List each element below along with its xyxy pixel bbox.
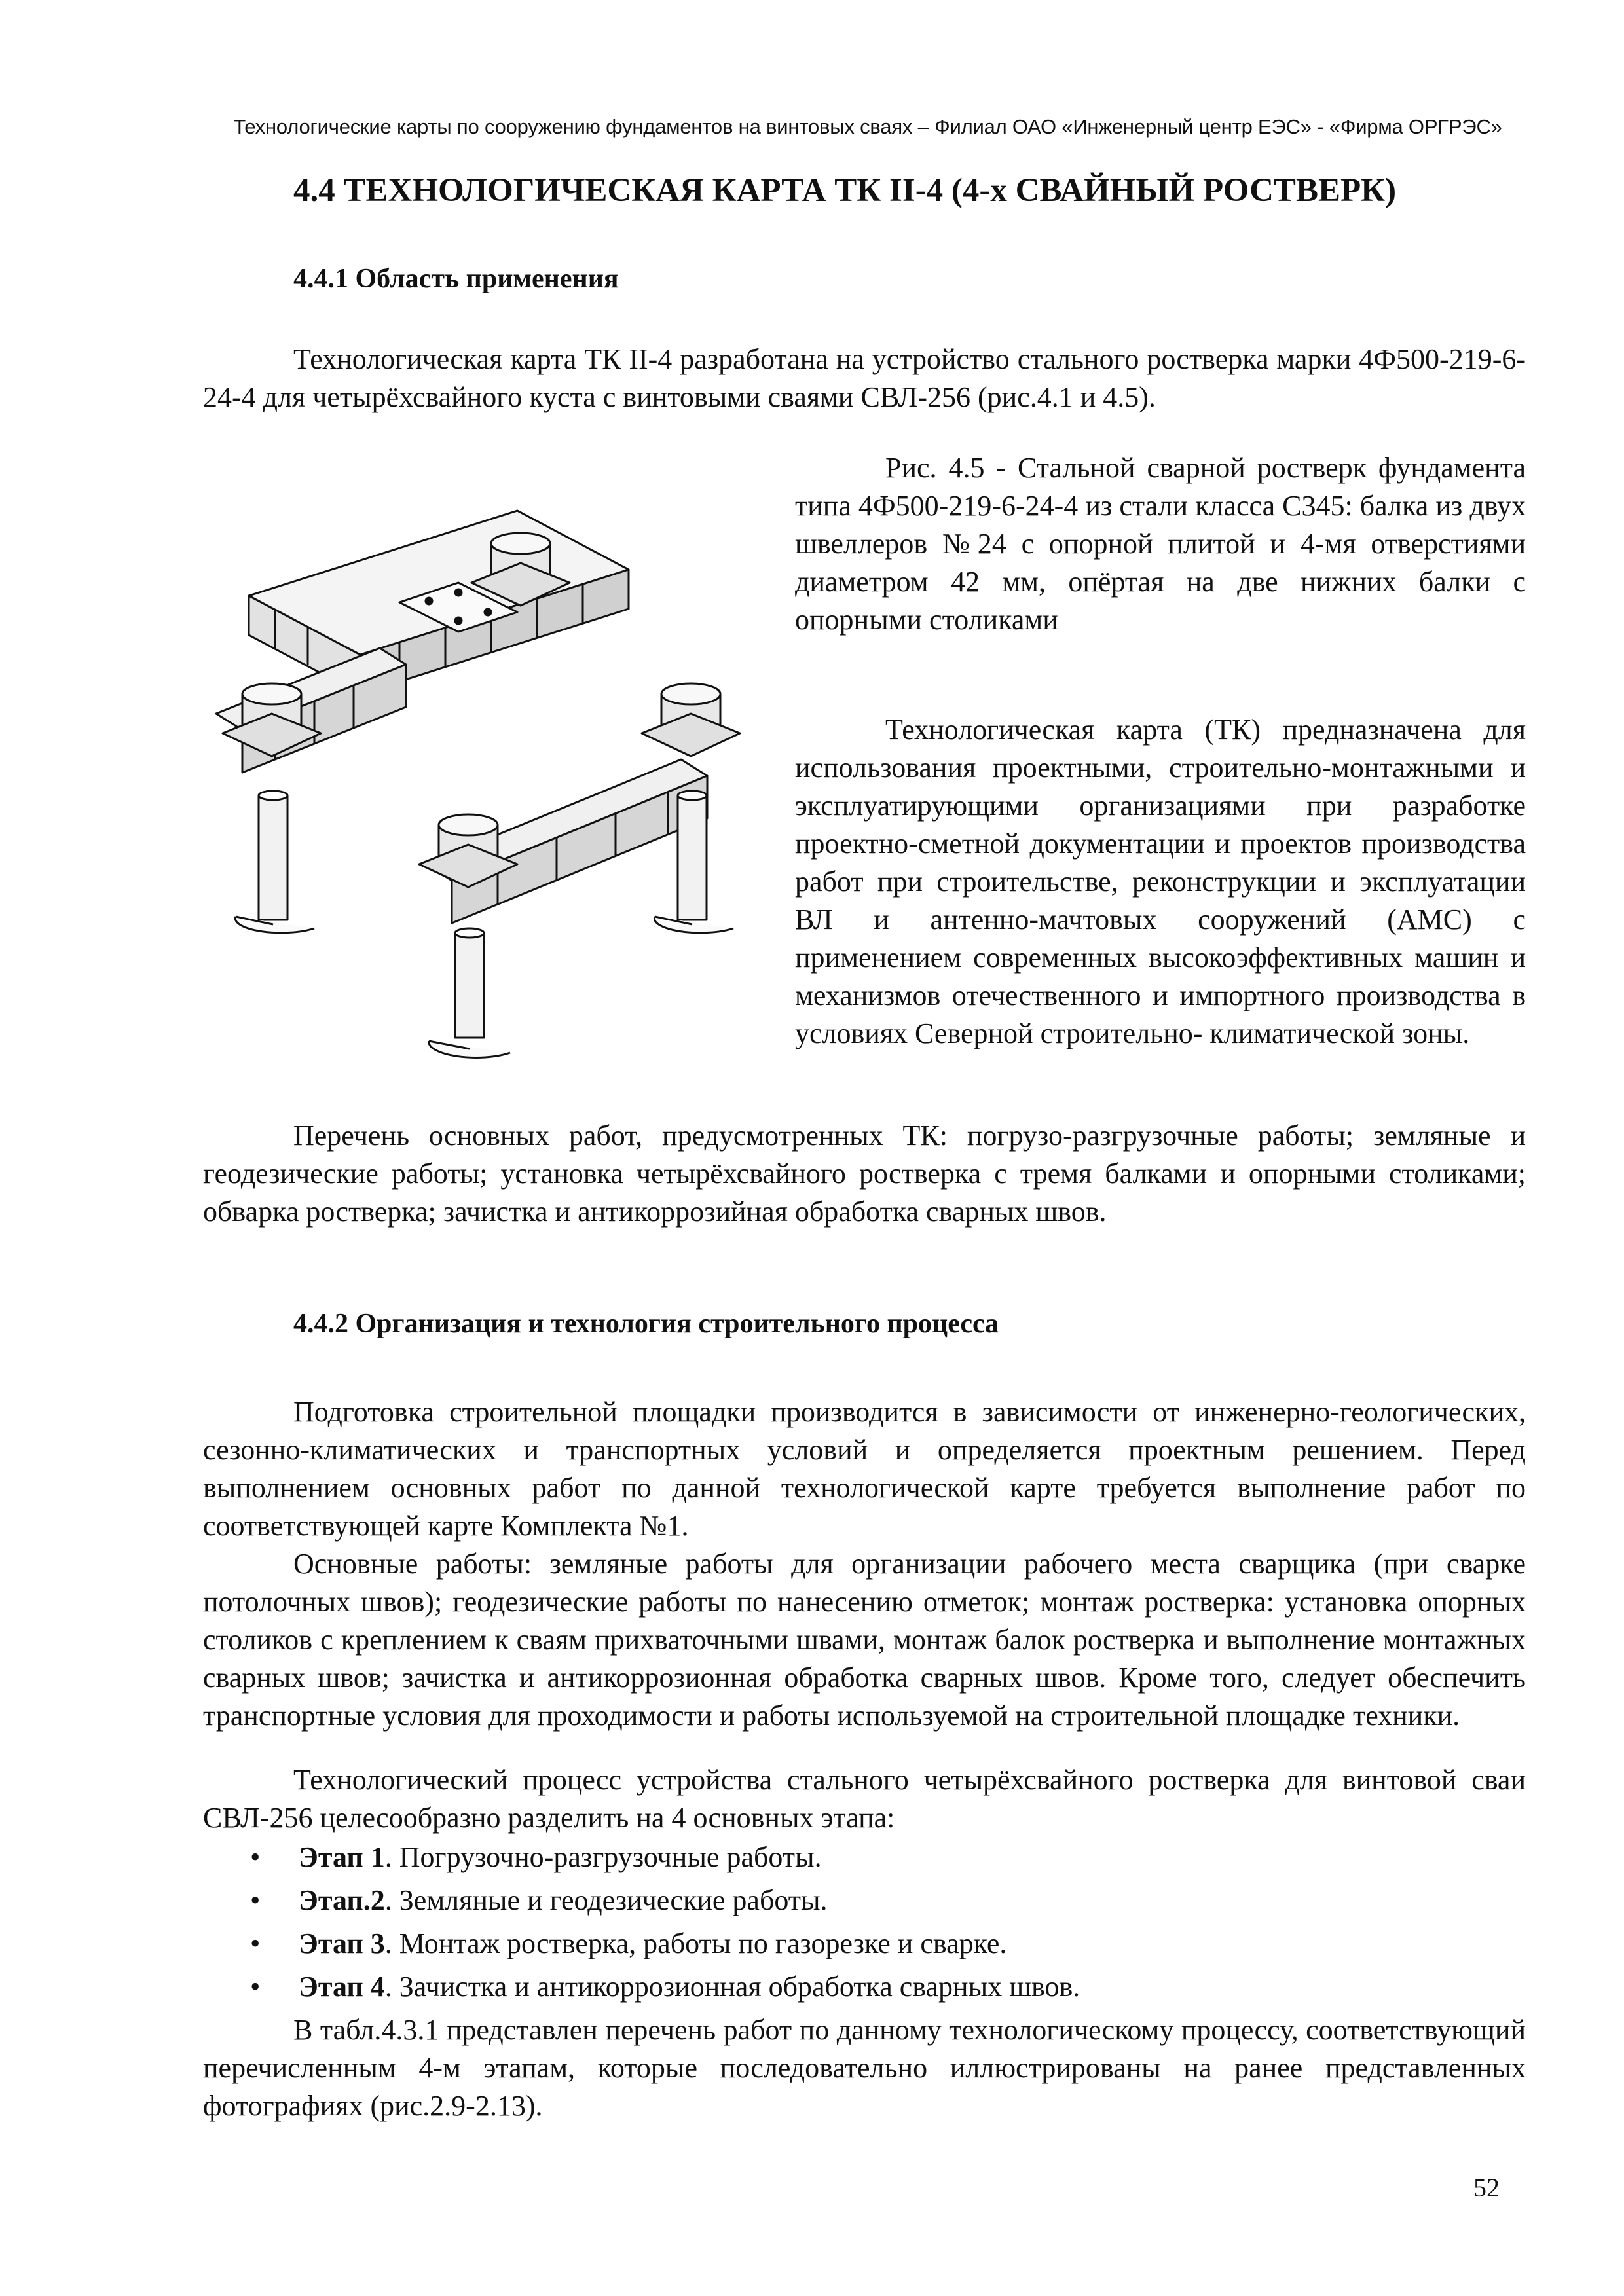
screw-pile-front <box>429 928 510 1057</box>
page-number: 52 <box>1473 2173 1500 2202</box>
subsection-title-scope: 4.4.1 Область применения <box>293 264 619 294</box>
stages-list <box>236 1836 1080 2009</box>
bullet: • <box>250 1927 261 1959</box>
table-reference-paragraph: В табл.4.3.1 представлен перечень работ по данному технологическому процессу, соответствующий перечисленным 4-м этапам, которые последовательно иллюстрированы на ранее представленных фотографиях (рис.2.9-2.13). <box>203 2014 1526 2122</box>
process-stages-intro: Технологический процесс устройства стального четырёхсвайного ростверка для винтовой сваи СВЛ-256 целесообразно разделить на 4 основных этапа: <box>203 1764 1526 1834</box>
screw-pile-left <box>235 791 314 933</box>
bullet: • <box>250 1971 261 2003</box>
stage-label: Этап 3 <box>299 1927 385 1959</box>
stage-text: . Земляные и геодезические работы. <box>384 1884 828 1916</box>
site-preparation-paragraph: Подготовка строительной площадки производится в зависимости от инженерно-геологических, сезонно-климатических и транспортных условий и определяется проектным решением. Перед выполнением основных работ по данной технологической карте требуется выполнение работ по соответствующей карте Комплекта №1. <box>203 1396 1526 1542</box>
stage-label: Этап 4 <box>299 1971 385 2003</box>
list-item <box>236 1965 1080 2009</box>
column-head-right <box>642 683 740 756</box>
stage-text: . Погрузочно-разгрузочные работы. <box>384 1841 822 1873</box>
bullet: • <box>250 1841 261 1873</box>
main-works-paragraph: Основные работы: земляные работы для организации рабочего места сварщика (при сварке потолочных швов); геодезические работы по нанесению отметок; монтаж ростверка: установка опорных столиков с креплением к сваям прихваточными швами, монтаж балок ростверка и выполнение монтажных сварных швов; зачистка и антикоррозионная обработка сварных швов. Кроме того, следует обеспечить транспортные условия для проходимости и работы используемой на строительной площадке техники. <box>203 1548 1526 1732</box>
subsection-title-organization: 4.4.2 Организация и технология строительного процесса <box>293 1309 999 1339</box>
works-list-paragraph: Перечень основных работ, предусмотренных ТК: погрузо-разгрузочные работы; земляные и геодезические работы; установка четырёхсвайного ростверка с тремя балками и опорными столиками; обварка ростверка; зачистка и антикоррозийная обработка сварных швов. <box>203 1120 1526 1228</box>
grillage-drawing <box>210 498 779 1074</box>
purpose-paragraph: Технологическая карта (ТК) предназначена для использования проектными, строительно-монтажными и эксплуатирующими организациями при разработке проектно-сметной документации и проектов производства работ при строительстве, реконструкции и эксплуатации ВЛ и антенно-мачтовых сооружений (АМС) с применением современных высокоэффективных машин и механизмов отечественного и импортного производства в условиях Северной строительно- климатической зоны. <box>795 714 1526 1049</box>
running-header: Технологические карты по сооружению фундаментов на винтовых сваях – Филиал ОАО «Инженерный центр ЕЭС» - «Фирма ОРГРЭС» <box>233 115 1502 138</box>
stage-label: Этап.2 <box>299 1884 385 1916</box>
stage-label: Этап 1 <box>299 1841 385 1873</box>
section-title: 4.4 ТЕХНОЛОГИЧЕСКАЯ КАРТА ТК II-4 (4-х СВАЙНЫЙ РОСТВЕРК) <box>293 172 1397 209</box>
intro-paragraph: Технологическая карта ТК II-4 разработана на устройство стального ростверка марки 4Ф500-219-6-24-4 для четырёхсвайного куста с винтовыми сваями СВЛ-256 (рис.4.1 и 4.5). <box>203 343 1526 413</box>
figure-caption: Рис. 4.5 - Стальной сварной ростверк фундамента типа 4Ф500-219-6-24-4 из стали класса С345: балка из двух швеллеров №24 с опорной плитой и 4-мя отверстиями диаметром 42 мм, опёртая на две нижних балки с опорными столиками <box>795 452 1526 636</box>
bullet: • <box>250 1884 261 1916</box>
stage-text: . Монтаж ростверка, работы по газорезке и сварке. <box>384 1927 1007 1959</box>
list-item <box>236 1836 1080 1879</box>
stage-text: . Зачистка и антикоррозионная обработка сварных швов. <box>384 1971 1080 2003</box>
list-item <box>236 1879 1080 1922</box>
list-item <box>236 1922 1080 1965</box>
